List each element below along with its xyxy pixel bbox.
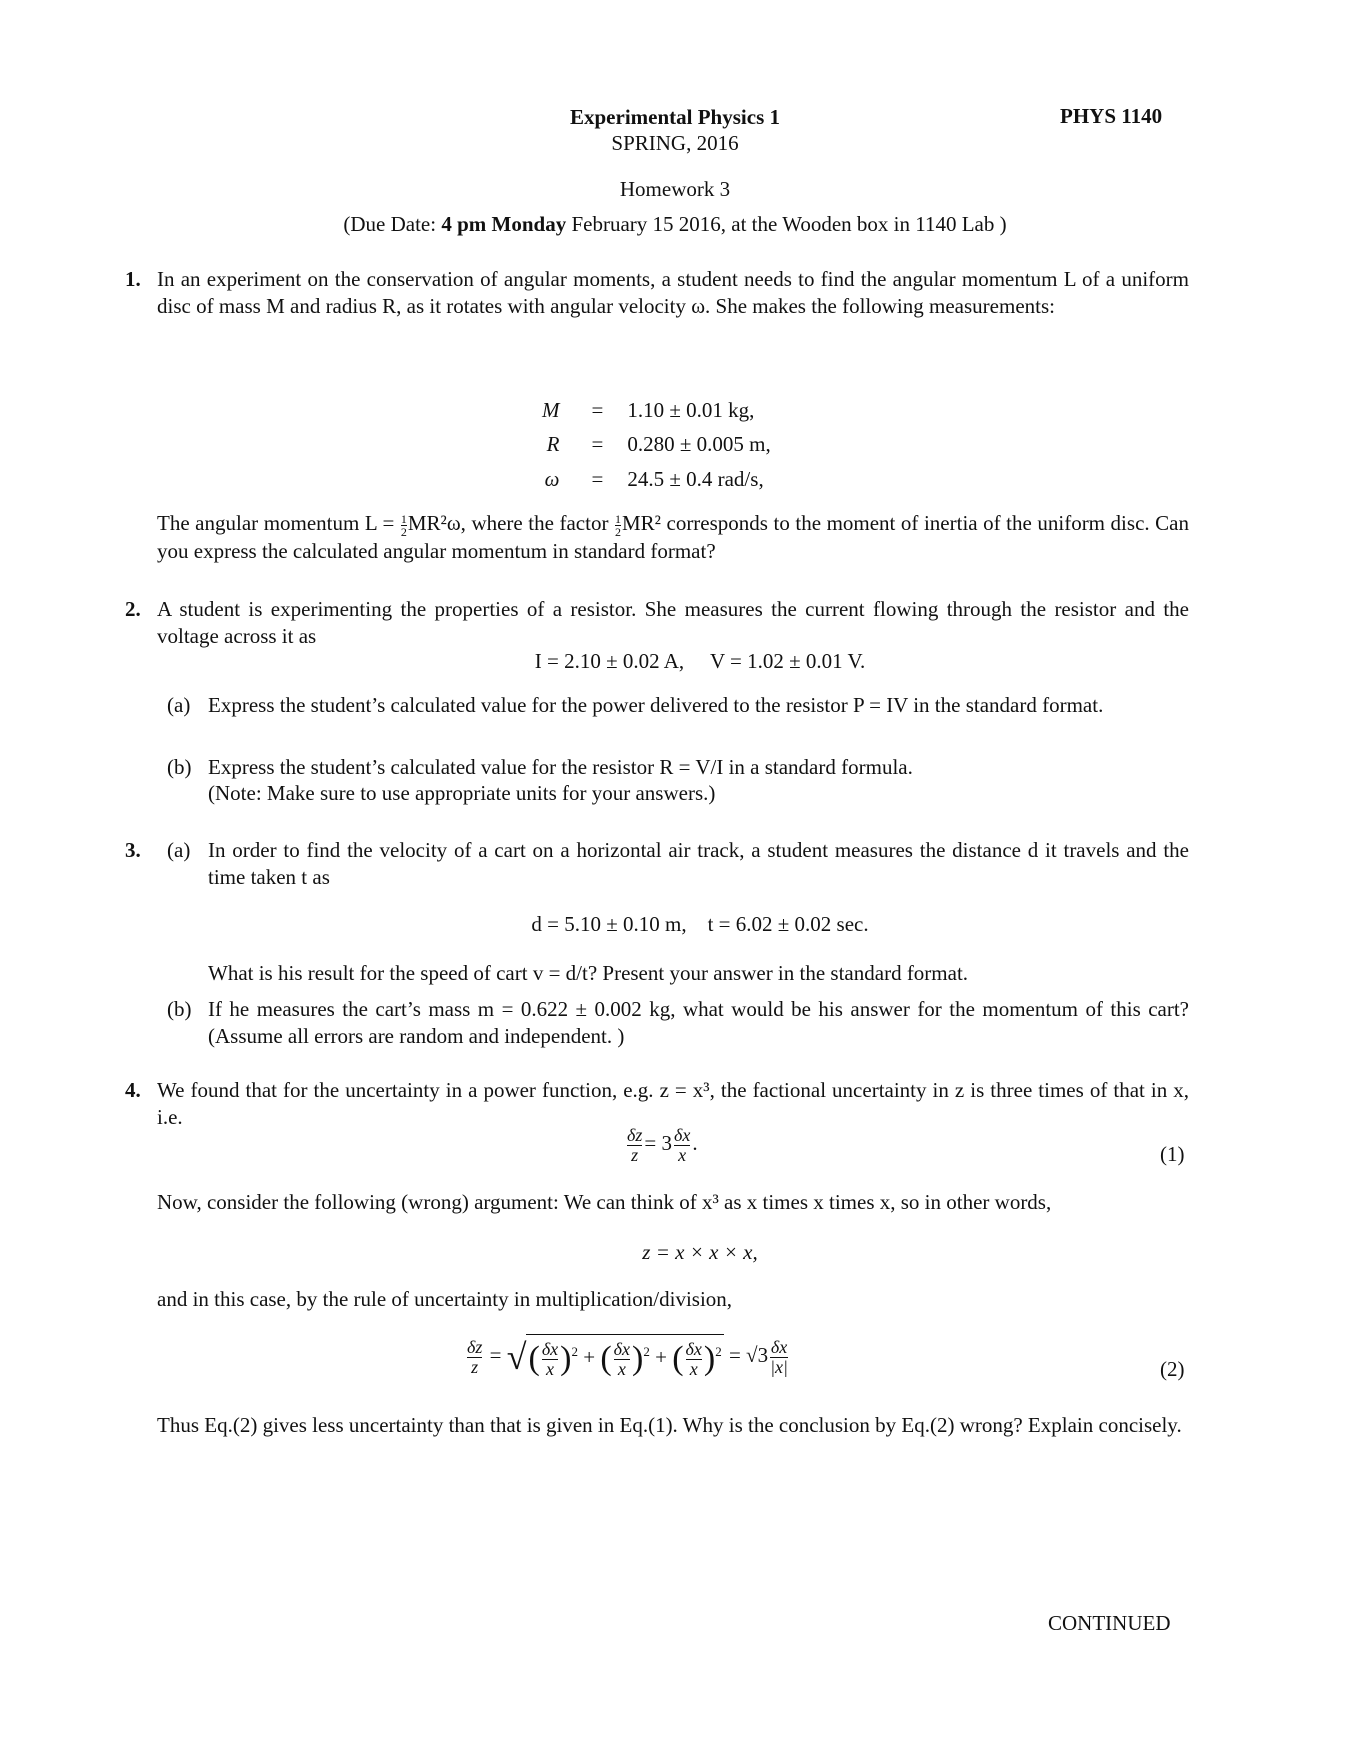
measurement-row: R = 0.280 ± 0.005 m, xyxy=(536,427,777,461)
course-title: Experimental Physics 1 xyxy=(570,105,780,129)
q3b-label: (b) xyxy=(167,997,192,1021)
continued-label: CONTINUED xyxy=(1048,1611,1171,1635)
q1-measurements xyxy=(536,393,777,496)
measurement-symbol: M xyxy=(542,398,560,422)
sqrt-icon: √ xyxy=(506,1336,527,1377)
assignment-title: Homework 3 xyxy=(619,177,731,201)
measurement-symbol: R xyxy=(546,432,560,457)
q4-wrong-argument: Now, consider the following (wrong) argument: We can think of x³ as x times x times x, so in other words, xyxy=(157,1190,1052,1214)
radicand: ( $\frac{\delta x}{x}$ )$^2$ + ( $\frac{\delta x}{x}$ )$^2$ + ( $\frac{\delta x}{x}$ )$^2$ xyxy=(526,1334,723,1381)
measurement-value: 1.10 ± 0.01 kg, xyxy=(627,398,755,422)
course-code: PHYS 1140 xyxy=(1060,104,1163,128)
q4-intro: We found that for the uncertainty in a power function, e.g. z = x³, the factional uncertainty in z is three times of that in x, i.e. xyxy=(157,1078,1189,1130)
measurement-symbol: ω xyxy=(544,466,560,491)
equation-1-tag: (1) xyxy=(1160,1142,1185,1166)
q2b-text: Express the student’s calculated value for the resistor R = V/I in a standard formula. xyxy=(208,755,913,779)
q2-equation: I = 2.10 ± 0.02 A, V = 1.02 ± 0.01 V. xyxy=(534,649,866,673)
q2-number: 2. xyxy=(125,597,141,621)
q1-followup: The angular momentum L = $\frac{1}{2}$ MR²ω, where the factor $\frac{1}{2}$ MR² corresponds to the moment of inertia of the uniform disc. Can you express the calculated angular momentum in standard format? xyxy=(157,511,1189,563)
due-open: (Due Date: xyxy=(343,212,442,236)
equation-2-tag: (2) xyxy=(1160,1357,1185,1381)
equation-1: $\frac{\delta z}{z}$ = 3 $\frac{\delta x}{x}$ . xyxy=(627,1125,698,1165)
q4-number: 4. xyxy=(125,1078,141,1102)
product-equation: z = x × x × x, xyxy=(642,1240,758,1264)
q3b-text: If he measures the cart’s mass m = 0.622 ± 0.002 kg, what would be his answer for the momentum of this cart? (Assume all errors are random and independent. ) xyxy=(208,997,1189,1049)
q4-rule-text: and in this case, by the rule of uncertainty in multiplication/division, xyxy=(157,1287,733,1311)
q3a-label: (a) xyxy=(167,838,191,862)
due-time: 4 pm Monday xyxy=(441,212,567,236)
q3-number: 3. xyxy=(125,838,141,862)
q1-number: 1. xyxy=(125,267,141,291)
due-rest: February 15 2016, at the Wooden box in 1140 Lab ) xyxy=(566,212,1007,236)
q1-intro: In an experiment on the conservation of angular moments, a student needs to find the angular momentum L of a uniform disc of mass M and radius R, as it rotates with angular velocity ω. She makes the following measurements: xyxy=(157,267,1189,319)
q2b-label: (b) xyxy=(167,755,192,779)
due-date-line xyxy=(180,211,1170,237)
measurement-value: 24.5 ± 0.4 rad/s, xyxy=(627,466,764,491)
measurement-value: 0.280 ± 0.005 m, xyxy=(627,432,771,457)
q3a-followup: What is his result for the speed of cart v = d/t? Present your answer in the standard format. xyxy=(208,961,969,985)
q2b-note: (Note: Make sure to use appropriate units for your answers.) xyxy=(208,781,716,805)
semester: SPRING, 2016 xyxy=(611,131,739,155)
q3-equation: d = 5.10 ± 0.10 m, t = 6.02 ± 0.02 sec. xyxy=(531,912,869,936)
q2a-label: (a) xyxy=(167,693,191,717)
q4-conclusion: Thus Eq.(2) gives less uncertainty than that is given in Eq.(1). Why is the conclusion by Eq.(2) wrong? Explain concisely. xyxy=(157,1413,1182,1437)
q3a-text: In order to find the velocity of a cart on a horizontal air track, a student measures the distance d it travels and the time taken t as xyxy=(208,838,1189,890)
measurement-row: M = 1.10 ± 0.01 kg, xyxy=(536,393,777,427)
measurement-row: ω = 24.5 ± 0.4 rad/s, xyxy=(536,462,777,496)
q2a-text: Express the student’s calculated value for the power delivered to the resistor P = IV in the standard format. xyxy=(208,693,1104,717)
equation-2: $\frac{\delta z}{z}$ = √( $\frac{\delta x}{x}$ )$^2$ + ( $\frac{\delta x}{x}$ )$^2$ + ( $\frac{\delta x}{x}$ )$^2$ = √3 $\frac{\delta x}{|x|}$ xyxy=(465,1334,790,1381)
q2-intro: A student is experimenting the properties of a resistor. She measures the current flowing through the resistor and the voltage across it as xyxy=(157,597,1189,649)
